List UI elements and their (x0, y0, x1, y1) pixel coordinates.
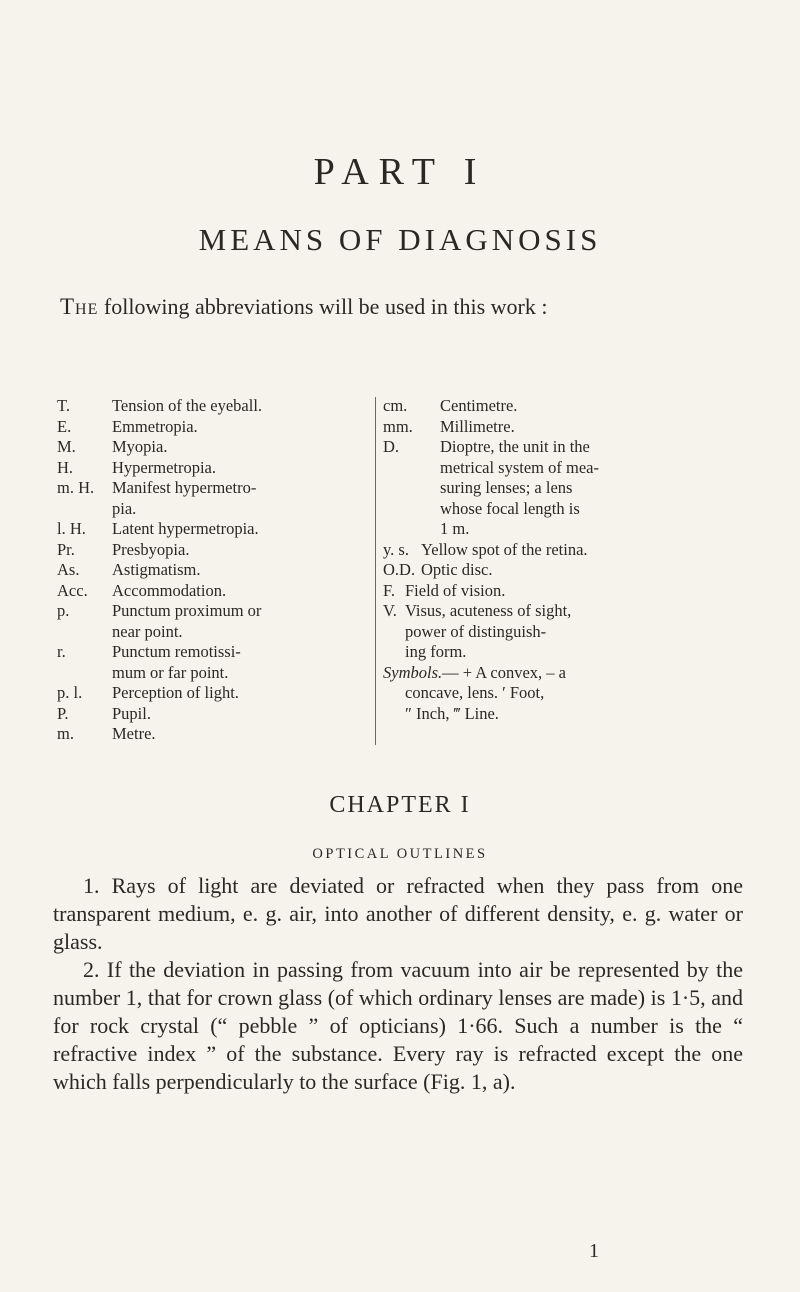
abbreviation-key: H. (57, 457, 74, 477)
abbreviation-key: D. (383, 437, 400, 456)
section-title: MEANS OF DIAGNOSIS (198, 222, 602, 257)
abbreviation-row (57, 519, 362, 540)
abbreviation-row (57, 458, 362, 479)
abbreviation-key: r. (57, 642, 66, 661)
abbreviation-definition: Tension of the eyeball. (112, 396, 263, 415)
abbreviation-definition: Latent hypermetropia. (112, 519, 259, 538)
symbols-line: — + A convex, – a (442, 662, 566, 682)
abbreviation-row (57, 581, 362, 602)
abbreviation-row (57, 437, 362, 458)
abbreviation-definition: Presbyopia. (112, 539, 190, 559)
abbreviation-definition: Perception of light. (112, 683, 239, 702)
definition-line: near point. (112, 621, 183, 641)
definition-line: ing form. (405, 642, 467, 661)
definition-line: whose focal length is (440, 498, 580, 518)
abbreviation-row (57, 540, 362, 561)
chapter-body (53, 872, 743, 1096)
definition-line: Dioptre, the unit in the (440, 437, 590, 456)
abbreviation-definition: Hypermetropia. (112, 457, 217, 477)
abbreviation-definition (112, 642, 362, 683)
abbreviation-row (383, 601, 743, 663)
symbols-label: Symbols. (383, 662, 443, 682)
abbreviation-definition: Optic disc. (421, 560, 493, 579)
abbreviation-definition: Field of vision. (405, 580, 506, 600)
abbreviation-definition: Millimetre. (440, 416, 515, 436)
abbreviation-definition: Metre. (112, 724, 156, 743)
abbreviation-definition: Pupil. (112, 703, 151, 723)
abbreviation-definition (112, 478, 362, 519)
chapter-subtitle: OPTICAL OUTLINES (312, 846, 488, 862)
abbreviation-row (57, 683, 362, 704)
abbreviation-row (57, 601, 362, 642)
abbreviation-key: As. (57, 560, 80, 579)
abbreviation-row (383, 581, 743, 602)
abbreviation-key: l. H. (57, 519, 86, 538)
definition-line: mum or far point. (112, 662, 229, 682)
paragraph: 1. Rays of light are deviated or refracted when they pass from one transparent medium, e. g. air, into another of different density, e. g. water or glass. (53, 873, 743, 954)
definition-line: suring lenses; a lens (440, 478, 573, 497)
abbreviation-row (383, 540, 743, 561)
column-divider (375, 397, 376, 745)
abbreviation-key: M. (57, 437, 76, 456)
abbreviation-definition: Myopia. (112, 437, 168, 456)
abbreviation-row (57, 417, 362, 438)
intro-lead: The (60, 294, 99, 319)
paragraph: 2. If the deviation in passing from vacuum into air be represented by the number 1, that for crown glass (of which ordinary lenses are made) is 1·5, and for rock crystal (“ pebble ” of opticians) 1·66. Such a number is the “ refractive index ” of the substance. Every ray is refracted except the one which falls perpendicularly to the surface (Fig. 1, a). (53, 957, 743, 1094)
abbreviation-key: m. (57, 724, 74, 743)
symbols-entry (383, 663, 743, 725)
definition-line: Punctum remotissi- (112, 642, 241, 661)
definition-line: Visus, acuteness of sight, (405, 601, 572, 620)
abbreviation-key: p. l. (57, 683, 83, 702)
part-heading: PART I (313, 151, 487, 193)
definition-line: pia. (112, 498, 137, 518)
abbreviation-row (57, 642, 362, 683)
abbreviation-definition (112, 601, 362, 642)
abbreviation-row (57, 704, 362, 725)
abbreviation-key: mm. (383, 416, 413, 436)
abbreviation-row (57, 724, 362, 745)
abbreviation-key: cm. (383, 396, 408, 415)
abbreviation-key: m. H. (57, 478, 95, 497)
abbreviation-row (57, 478, 362, 519)
abbreviation-row (57, 560, 362, 581)
abbreviation-row (383, 560, 743, 581)
abbreviation-key: Pr. (57, 539, 75, 559)
abbreviation-definition: Accommodation. (112, 580, 227, 600)
definition-line: Punctum proximum or (112, 601, 262, 620)
abbreviation-row (383, 437, 743, 540)
abbreviation-key: F. (383, 580, 395, 600)
symbols-line: ″ Inch, ‴ Line. (405, 703, 499, 723)
abbreviation-row (383, 417, 743, 438)
abbreviation-definition: Yellow spot of the retina. (421, 539, 588, 559)
abbreviation-list-right (383, 396, 743, 724)
definition-line: 1 m. (440, 519, 470, 538)
abbreviation-list-left (57, 396, 362, 745)
abbreviation-key: P. (57, 703, 69, 723)
abbreviation-key: V. (383, 601, 397, 620)
abbreviation-definition: Centimetre. (440, 396, 518, 415)
definition-line: Manifest hypermetro- (112, 478, 257, 497)
intro-rest: following abbreviations will be used in this work : (98, 294, 548, 319)
page-number: 1 (589, 1240, 599, 1262)
abbreviation-row (57, 396, 362, 417)
abbreviation-definition: Emmetropia. (112, 416, 198, 436)
abbreviation-key: Acc. (57, 580, 88, 600)
definition-line: power of distinguish- (405, 621, 547, 641)
intro-sentence (60, 292, 720, 322)
abbreviation-key: p. (57, 601, 70, 620)
definition-line: metrical system of mea- (440, 457, 599, 477)
abbreviation-definition (405, 601, 743, 663)
abbreviation-key: O.D. (383, 560, 416, 579)
abbreviation-key: E. (57, 416, 72, 436)
chapter-title: CHAPTER I (329, 792, 471, 818)
abbreviation-row (383, 396, 743, 417)
abbreviation-key: T. (57, 396, 70, 415)
symbols-line: concave, lens. ′ Foot, (405, 683, 545, 702)
abbreviation-definition: Astigmatism. (112, 560, 201, 579)
abbreviation-definition (440, 437, 743, 540)
abbreviation-key: y. s. (383, 539, 409, 559)
